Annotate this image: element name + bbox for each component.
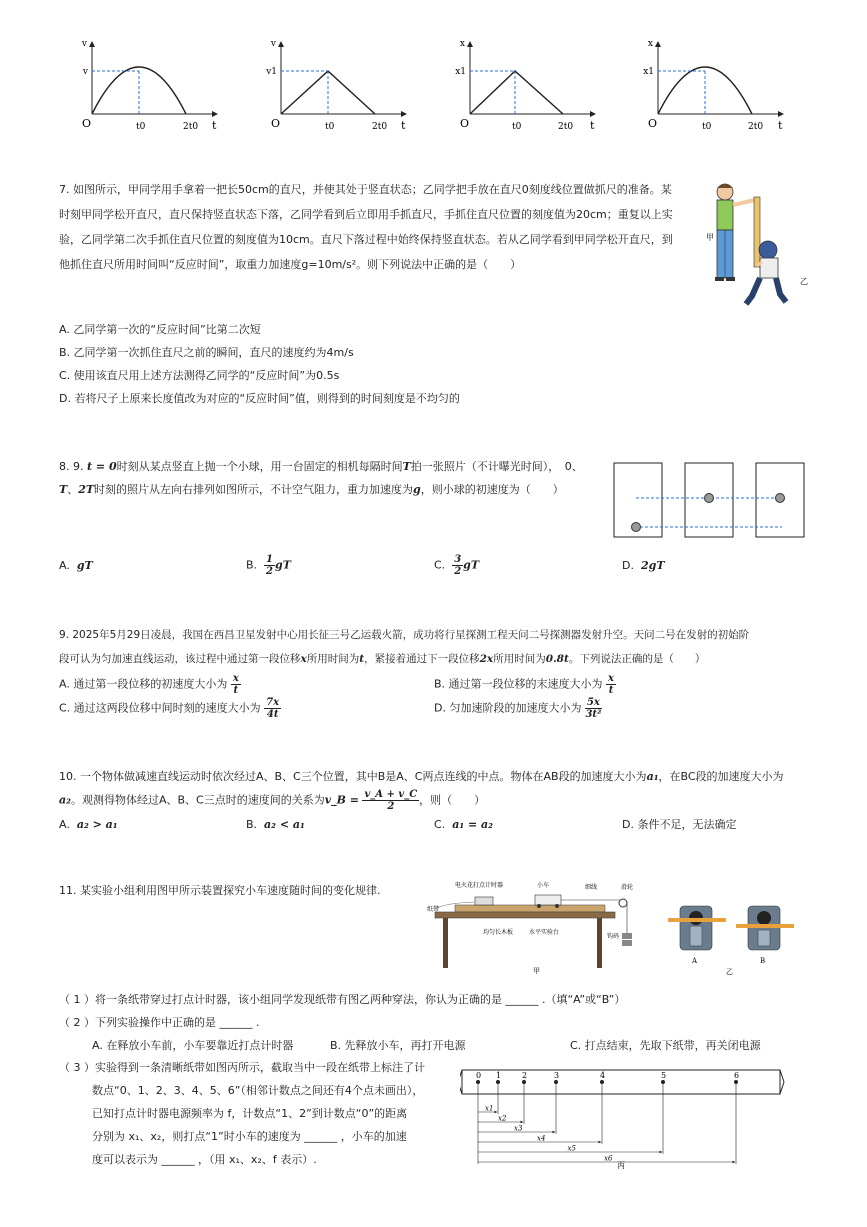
g4-tend: 2t0 — [748, 122, 764, 132]
tape-point-3 — [554, 1080, 558, 1084]
q7-line-3: 验，乙同学第二次手抓住直尺位置的刻度值为10cm。直尺下落过程中始终保持竖直状态。若从乙同学看到甲同学松开直尺，到 — [59, 233, 673, 246]
q9-option-a[interactable]: A. 通过第一段位移的初速度大小为 $\frac{x}{t}$ — [59, 673, 239, 696]
threading-figure-yi — [668, 900, 808, 978]
g3-origin: O — [460, 117, 470, 130]
q11-sub2-option-c[interactable]: C. 打点结束，先取下纸带，再关闭电源 — [570, 1039, 761, 1052]
g4-peak: x1 — [643, 67, 654, 77]
q9-option-d[interactable]: D. 匀加速阶段的加速度大小为 $\frac{5x}{\text{3t²}}$ — [434, 697, 602, 720]
q7-option-c[interactable]: C. 使用该直尺用上述方法测得乙同学的“反应时间”为0.5s — [59, 369, 340, 382]
g4-tmid: t0 — [702, 122, 712, 132]
q10-option-b[interactable]: B. a₂ < a₁ — [246, 818, 305, 831]
g1-xaxis: t — [212, 119, 217, 132]
q11-sub2-option-a[interactable]: A. 在释放小车前，小车要靠近打点计时器 — [92, 1039, 294, 1052]
tape-point-label-2: 2 — [522, 1071, 528, 1080]
graph-2 — [265, 39, 406, 132]
q9-option-c[interactable]: C. 通过这两段位移中间时刻的速度大小为 $\frac{7x}{4t}$ — [59, 697, 280, 720]
photo-frames — [610, 460, 810, 540]
tape-distance-label-x3: x3 — [514, 1124, 523, 1133]
tape-figure-bing — [460, 1060, 790, 1172]
ruler-illustration — [700, 178, 810, 313]
q11-sub3-line-5: 度可以表示为 ______ ，（用 x₁、x₂、f 表示）. — [92, 1153, 317, 1166]
tape-distances — [478, 1105, 735, 1163]
q7-line-2: 时刻甲同学松开直尺，直尺保持竖直状态下落，乙同学看到后立即用手抓直尺，手抓住直尺位置的刻度值为20cm；重复以上实 — [59, 208, 673, 221]
label-table: 水平实验台 — [529, 929, 560, 936]
label-board: 均匀长木板 — [483, 929, 514, 936]
q9-option-b[interactable]: B. 通过第一段位移的末速度大小为 $\frac{x}{t}$ — [434, 673, 615, 696]
apparatus-figure-jia — [425, 875, 640, 975]
q8-option-a[interactable]: A. gT — [59, 559, 93, 572]
q10-option-a[interactable]: A. a₂ > a₁ — [59, 818, 118, 831]
tape-point-0 — [476, 1080, 480, 1084]
tape-point-label-4: 4 — [600, 1071, 606, 1080]
label-fig-yi: 乙 — [726, 968, 733, 976]
tape-distance-label-x6: x6 — [604, 1154, 613, 1163]
tape-point-5 — [661, 1080, 665, 1084]
q10-line-2: a₂。观测得物体经过A、B、C三点时的速度间的关系为v_B = $\frac{v\_A + v\_C}{2}$ ，则（ ） — [59, 789, 486, 812]
tape-distance-label-x2: x2 — [498, 1114, 507, 1123]
tape-point-label-3: 3 — [554, 1071, 560, 1080]
tape-point-label-6: 6 — [734, 1071, 740, 1080]
q11-sub3-line-3: 已知打点计时器电源频率为 f，计数点“1、2”到计数点“0”的距离 — [92, 1107, 408, 1120]
q10-option-d[interactable]: D. 条件不足，无法确定 — [622, 818, 737, 831]
q11-sub3-line-4: 分别为 x₁、x₂，则打点“1”时小车的速度为 ______ ，小车的加速 — [92, 1130, 407, 1143]
tape-point-6 — [734, 1080, 738, 1084]
g3-tmid: t0 — [512, 122, 522, 132]
g4-yaxis: x — [647, 39, 653, 49]
g2-tend: 2t0 — [372, 122, 388, 132]
tape-point-2 — [522, 1080, 526, 1084]
q7-option-a[interactable]: A. 乙同学第一次的“反应时间”比第二次短 — [59, 323, 261, 336]
g1-yaxis: v — [81, 39, 87, 49]
q8-option-d[interactable]: D. 2gT — [622, 559, 665, 572]
g3-peak: x1 — [455, 67, 466, 77]
q11-sub2-option-b[interactable]: B. 先释放小车，再打开电源 — [330, 1039, 466, 1052]
q8-option-b[interactable]: B. $\frac{1}{2}$ gT — [246, 554, 291, 577]
tape-point-1 — [496, 1080, 500, 1084]
label-rope: 细线 — [585, 884, 598, 891]
q9-line-2: 段可认为匀加速直线运动，该过程中通过第一段位移x所用时间为t，紧接着通过下一段位移2x所用时间为0.8t。下列说法正确的是（ ） — [59, 653, 706, 665]
g2-yaxis: v — [270, 39, 276, 49]
g3-tend: 2t0 — [558, 122, 574, 132]
label-weight: 钩码 — [607, 933, 620, 940]
g3-xaxis: t — [590, 119, 595, 132]
q8-line-2: T、2T时刻的照片从左向右排列如图所示，不计空气阻力，重力加速度为g，则小球的初速度为（ ） — [59, 483, 564, 496]
g1-tend: 2t0 — [183, 122, 199, 132]
q7-option-d[interactable]: D. 若将尺子上原来长度值改为对应的“反应时间”值，则得到的时间刻度是不均匀的 — [59, 392, 460, 405]
q10-option-c[interactable]: C. a₁ = a₂ — [434, 818, 493, 831]
g2-peak: v1 — [266, 67, 277, 77]
label-fig-bing: 丙 — [617, 1161, 625, 1170]
q11-line-1: 11. 某实验小组利用图甲所示装置探究小车速度随时间的变化规律. — [59, 884, 381, 897]
tape-point-label-1: 1 — [496, 1071, 502, 1080]
g1-origin: O — [82, 117, 92, 130]
q11-sub1: （ 1 ）将一条纸带穿过打点计时器，该小组同学发现纸带有图乙两种穿法，你认为正确的是 ______ .（填“A”或“B”） — [59, 993, 626, 1006]
label-B: B — [760, 957, 766, 965]
q7-option-b[interactable]: B. 乙同学第一次抓住直尺之前的瞬间，直尺的速度约为4m/s — [59, 346, 354, 359]
tape-point-4 — [600, 1080, 604, 1084]
g1-tmid: t0 — [136, 122, 146, 132]
tape-point-label-5: 5 — [661, 1071, 667, 1080]
label-A: A — [692, 957, 698, 965]
g1-peak: v — [82, 67, 88, 77]
motion-graphs — [0, 30, 867, 140]
label-fig-jia: 甲 — [533, 967, 540, 975]
graph-3 — [455, 39, 595, 132]
q11-sub3-line-2: 数点“0、1、2、3、4、5、6”（相邻计数点之间还有4个点未画出）， — [92, 1084, 424, 1097]
label-timer: 电火花打点计时器 — [455, 882, 504, 889]
q10-line-1: 10. 一个物体做减速直线运动时依次经过A、B、C三个位置，其中B是A、C两点连线的中点。物体在AB段的加速度大小为a₁，在BC段的加速度大小为 — [59, 770, 784, 783]
tape-distance-label-x5: x5 — [567, 1144, 576, 1153]
tape-distance-label-x1: x1 — [485, 1104, 494, 1113]
label-pulley: 滑轮 — [621, 884, 634, 891]
g3-yaxis: x — [459, 39, 465, 49]
q7-line-1: 7. 如图所示，甲同学用手拿着一把长50cm的直尺，并使其处于竖直状态；乙同学把手放在直尺0刻度线位置做抓尺的准备。某 — [59, 183, 672, 196]
label-jia: 甲 — [706, 233, 714, 242]
q9-line-1: 9. 2025年5月29日凌晨，我国在西昌卫星发射中心用长征三号乙运载火箭，成功将行星探测工程天问二号探测器发射升空。天问二号在发射的初始阶 — [59, 629, 750, 641]
graph-4 — [643, 39, 783, 132]
tape-point-label-0: 0 — [476, 1071, 482, 1080]
q8-line-1: 8. 9. t = 0时刻从某点竖直上抛一个小球，用一台固定的相机每隔时间T拍一张照片（不计曝光时间）， 0、 — [59, 460, 583, 473]
g4-xaxis: t — [778, 119, 783, 132]
label-tape: 纸带 — [427, 906, 440, 913]
label-car: 小车 — [537, 882, 550, 889]
g2-xaxis: t — [401, 119, 406, 132]
g2-origin: O — [271, 117, 281, 130]
graph-1 — [81, 39, 217, 132]
q11-sub2: （ 2 ）下列实验操作中正确的是 ______ . — [59, 1016, 260, 1029]
g2-tmid: t0 — [325, 122, 335, 132]
q11-sub3-line-1: （ 3 ）实验得到一条清晰纸带如图丙所示，截取当中一段在纸带上标注了计 — [59, 1061, 425, 1074]
q7-line-4: 他抓住直尺所用时间叫“反应时间”，取重力加速度g=10m/s²。则下列说法中正确的是（ ） — [59, 258, 522, 271]
q8-option-c[interactable]: C. $\frac{3}{2}$ gT — [434, 554, 480, 577]
g4-origin: O — [648, 117, 658, 130]
tape-distance-label-x4: x4 — [537, 1134, 546, 1143]
label-yi: 乙 — [800, 277, 808, 286]
tape-points — [476, 1071, 739, 1164]
